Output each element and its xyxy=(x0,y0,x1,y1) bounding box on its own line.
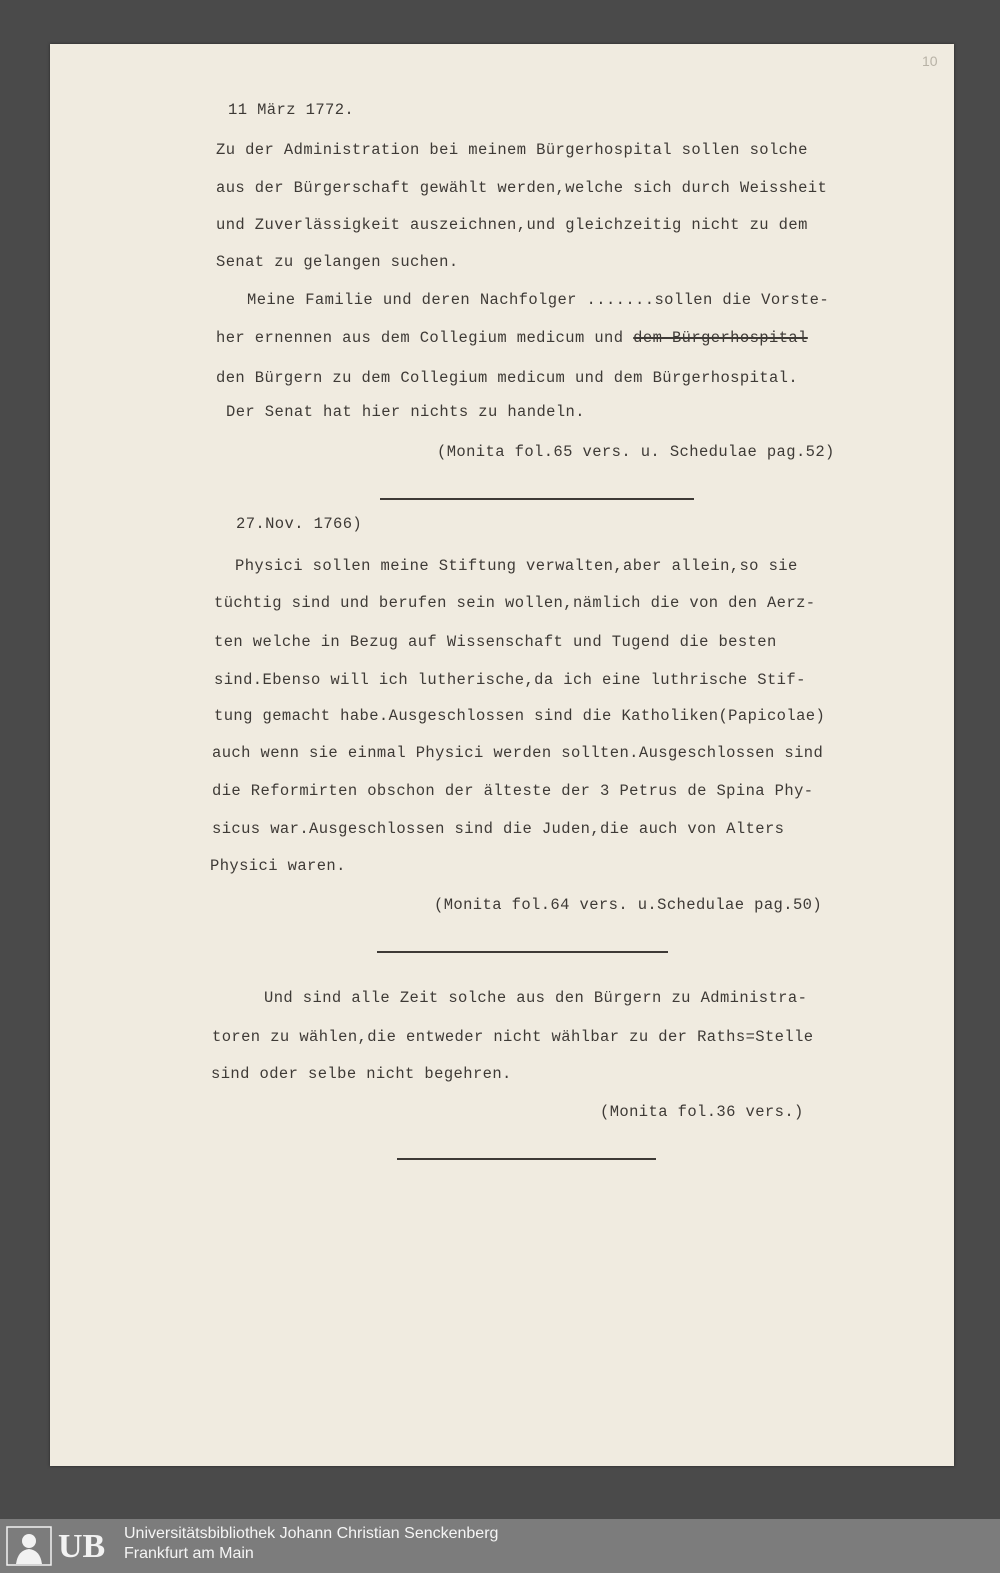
section-3-line-1: Und sind alle Zeit solche aus den Bürgern zu Administra- xyxy=(264,989,808,1007)
section-2-line-8: sicus war.Ausgeschlossen sind die Juden,die auch von Alters xyxy=(212,820,785,838)
section-2-line-4: sind.Ebenso will ich lutherische,da ich eine luthrische Stif- xyxy=(214,671,806,689)
section-1-line-1: Zu der Administration bei meinem Bürgerhospital sollen solche xyxy=(216,141,808,159)
section-3-line-2: toren zu wählen,die entweder nicht wählbar zu der Raths=Stelle xyxy=(212,1028,814,1046)
section-divider-3 xyxy=(397,1158,656,1160)
section-2-line-2: tüchtig sind und berufen sein wollen,nämlich die von den Aerz- xyxy=(214,594,816,612)
page-number: 10 xyxy=(922,53,938,69)
logo-text: UB xyxy=(58,1528,106,1565)
footer-bar xyxy=(0,1519,1000,1573)
library-logo xyxy=(6,1526,116,1566)
section-1-line-8: Der Senat hat hier nichts zu handeln. xyxy=(226,403,585,421)
section-2-line-1: Physici sollen meine Stiftung verwalten,aber allein,so sie xyxy=(235,557,798,575)
section-1-line-5: Meine Familie und deren Nachfolger .......sollen die Vorste- xyxy=(247,291,830,309)
portrait-icon xyxy=(6,1526,52,1566)
section-2-line-6: auch wenn sie einmal Physici werden sollten.Ausgeschlossen sind xyxy=(212,744,824,762)
section-3-line-3: sind oder selbe nicht begehren. xyxy=(211,1065,512,1083)
section-1-citation: (Monita fol.65 vers. u. Schedulae pag.52) xyxy=(437,443,835,461)
section-divider-2 xyxy=(377,951,668,953)
struck-text: dem Bürgerhospital xyxy=(633,329,808,347)
line-6-text: her ernennen aus dem Collegium medicum und xyxy=(216,329,634,347)
section-2-line-5: tung gemacht habe.Ausgeschlossen sind die Katholiken(Papicolae) xyxy=(214,707,826,725)
section-2-line-7: die Reformirten obschon der älteste der 3 Petrus de Spina Phy- xyxy=(212,782,814,800)
section-1-heading: 11 März 1772. xyxy=(228,101,355,119)
section-2-citation: (Monita fol.64 vers. u.Schedulae pag.50) xyxy=(434,896,823,914)
section-1-line-4: Senat zu gelangen suchen. xyxy=(216,253,459,271)
institution-name: Universitätsbibliothek Johann Christian Senckenberg xyxy=(124,1525,499,1542)
institution-location: Frankfurt am Main xyxy=(124,1545,254,1562)
section-3-citation: (Monita fol.36 vers.) xyxy=(600,1103,804,1121)
section-divider-1 xyxy=(380,498,694,500)
section-1-line-6 xyxy=(216,331,808,347)
section-2-line-3: ten welche in Bezug auf Wissenschaft und Tugend die besten xyxy=(214,633,777,651)
section-1-line-3: und Zuverlässigkeit auszeichnen,und gleichzeitig nicht zu dem xyxy=(216,216,808,234)
section-1-line-2: aus der Bürgerschaft gewählt werden,welche sich durch Weissheit xyxy=(216,179,828,197)
section-2-heading: 27.Nov. 1766) xyxy=(236,515,363,533)
section-1-line-7: den Bürgern zu dem Collegium medicum und dem Bürgerhospital. xyxy=(216,369,799,387)
section-2-line-9: Physici waren. xyxy=(210,857,346,875)
